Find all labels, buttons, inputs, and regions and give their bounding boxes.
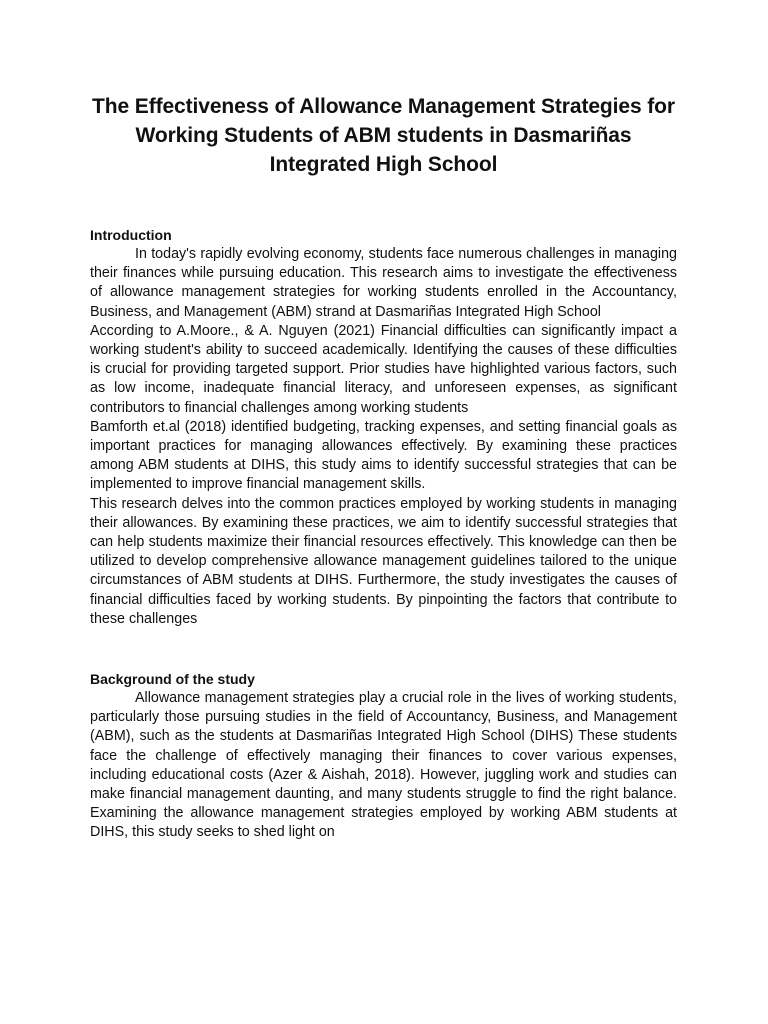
background-heading: Background of the study bbox=[90, 671, 255, 688]
background-paragraph: Allowance management strategies play a crucial role in the lives of working students, particularly those pursuing studies in the field of Accountancy, Business, and Management (ABM), such as the students at Dasmariñas Integrated High School (DIHS) These students face the challenge of effectively managing their finances to cover various expenses, including educational costs (Azer & Aishah, 2018). However, juggling work and studies can make financial management daunting, and many students struggle to find the right balance. Examining the allowance management strategies employed by working ABM students at DIHS, this study seeks to shed light on bbox=[90, 690, 677, 841]
introduction-paragraph: Bamforth et.al (2018) identified budgeting, tracking expenses, and setting financial goals as important practices for managing allowances effectively. By examining these practices among ABM students at DIHS, this study aims to identify successful strategies that can be implemented to improve financial management skills. bbox=[90, 418, 677, 493]
introduction-paragraph: According to A.Moore., & A. Nguyen (2021) Financial difficulties can significantly impact a working student's ability to succeed academically. Identifying the causes of these difficulties is crucial for providing targeted support. Prior studies have highlighted various factors, such as low income, inadequate financial literacy, and unforeseen expenses, as significant contributors to financial challenges among working students bbox=[90, 322, 677, 416]
introduction-paragraph: This research delves into the common practices employed by working students in managing their allowances. By examining these practices, we aim to identify successful strategies that can help students maximize their financial resources effectively. This knowledge can then be utilized to develop comprehensive allowance management guidelines tailored to the unique circumstances of ABM students at DIHS. Furthermore, the study investigates the causes of financial difficulties faced by working students. By pinpointing the factors that contribute to these challenges bbox=[90, 495, 677, 627]
document-page bbox=[90, 92, 677, 843]
introduction-paragraph: In today's rapidly evolving economy, students face numerous challenges in managing their finances while pursuing education. This research aims to investigate the effectiveness of allowance management strategies for working students enrolled in the Accountancy, Business, and Management (ABM) strand at Dasmariñas Integrated High School bbox=[90, 246, 677, 320]
document-title: The Effectiveness of Allowance Management Strategies for Working Students of ABM students in Dasmariñas Integrated High School bbox=[92, 95, 675, 176]
introduction-heading: Introduction bbox=[90, 227, 172, 243]
